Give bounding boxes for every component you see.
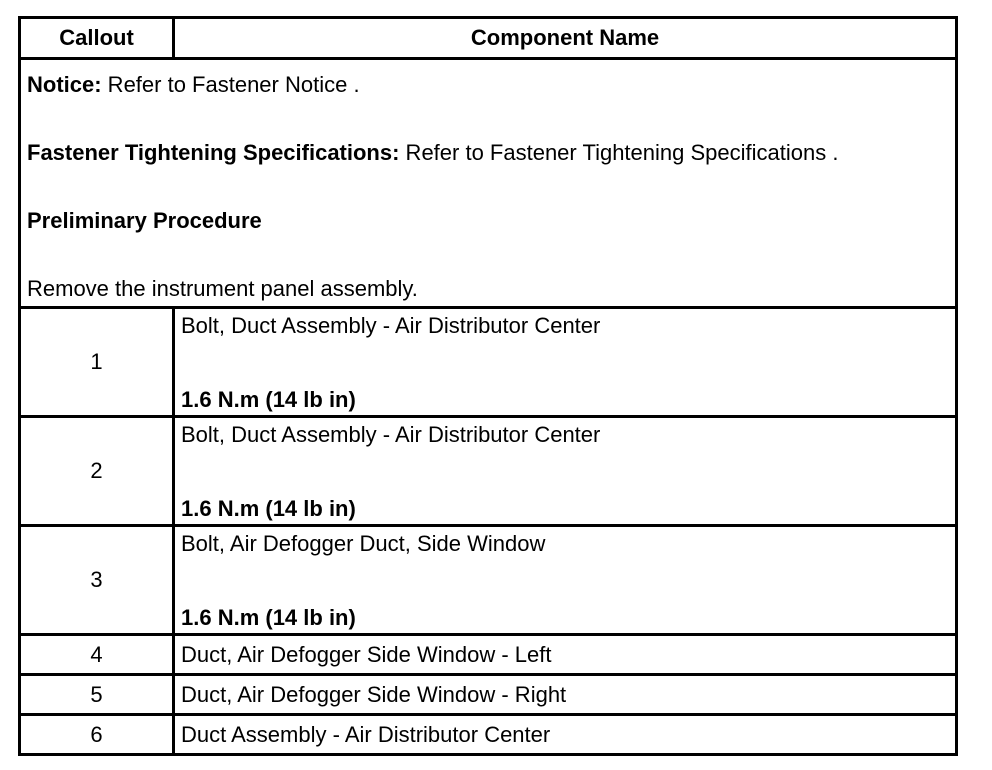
table-row	[20, 308, 957, 417]
spec-text: Refer to Fastener Tightening Specifications .	[399, 140, 839, 165]
table-row	[20, 675, 957, 715]
torque-spec: 1.6 N.m (14 lb in)	[181, 387, 356, 412]
table-row	[20, 715, 957, 755]
callout-cell: 6	[20, 715, 174, 755]
component-name: Duct, Air Defogger Side Window - Left	[174, 635, 957, 675]
callout-cell: 3	[20, 526, 174, 635]
notes-row	[20, 59, 957, 308]
preliminary-heading: Preliminary Procedure	[27, 208, 262, 233]
callout-cell: 5	[20, 675, 174, 715]
spec-line	[27, 136, 955, 170]
callout-cell: 1	[20, 308, 174, 417]
component-name: Bolt, Duct Assembly - Air Distributor Center	[181, 313, 601, 338]
component-cell	[174, 308, 957, 417]
spec-label: Fastener Tightening Specifications:	[27, 140, 400, 165]
callout-cell: 2	[20, 417, 174, 526]
header-row	[20, 18, 957, 59]
torque-spec: 1.6 N.m (14 lb in)	[181, 605, 356, 630]
notice-label: Notice:	[27, 72, 102, 97]
table-row	[20, 417, 957, 526]
notice-line	[27, 68, 955, 102]
callout-header: Callout	[20, 18, 174, 59]
preliminary-step: Remove the instrument panel assembly.	[27, 276, 418, 301]
table-row	[20, 526, 957, 635]
component-name-header: Component Name	[174, 18, 957, 59]
torque-spec: 1.6 N.m (14 lb in)	[181, 496, 356, 521]
component-name: Duct, Air Defogger Side Window - Right	[174, 675, 957, 715]
callout-cell: 4	[20, 635, 174, 675]
component-name: Bolt, Duct Assembly - Air Distributor Center	[181, 422, 601, 447]
notes-cell	[20, 59, 957, 308]
component-name: Duct Assembly - Air Distributor Center	[174, 715, 957, 755]
component-table	[18, 16, 958, 756]
component-cell	[174, 526, 957, 635]
table-row	[20, 635, 957, 675]
notice-text: Refer to Fastener Notice .	[101, 72, 360, 97]
component-cell	[174, 417, 957, 526]
component-name: Bolt, Air Defogger Duct, Side Window	[181, 531, 546, 556]
